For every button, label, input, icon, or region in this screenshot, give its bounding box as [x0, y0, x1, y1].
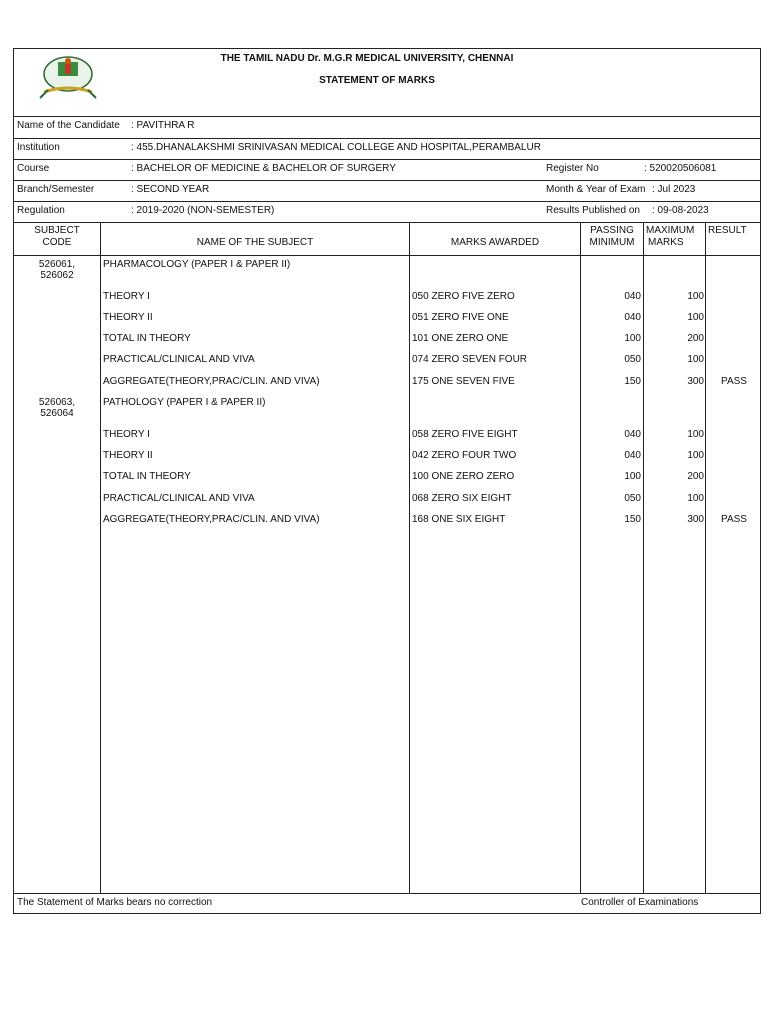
candidate-name-label: Name of the Candidate	[17, 120, 120, 131]
mark-row-minimum: 040	[624, 312, 641, 323]
exam-month-value: : Jul 2023	[652, 184, 696, 195]
mark-row-minimum: 040	[624, 429, 641, 440]
subject-code-line-1: 526061,	[38, 259, 76, 270]
register-label: Register No	[546, 163, 599, 174]
divider	[14, 201, 760, 202]
column-divider	[409, 222, 410, 893]
column-divider	[100, 222, 101, 893]
mark-row-name: AGGREGATE(THEORY,PRAC/CLIN. AND VIVA)	[103, 514, 320, 525]
mark-row-minimum: 050	[624, 354, 641, 365]
mark-row-maximum: 300	[687, 376, 704, 387]
subject-code-line-2: 526062	[40, 270, 74, 281]
mark-row-minimum: 040	[624, 450, 641, 461]
mark-row-awarded: 068 ZERO SIX EIGHT	[412, 493, 512, 504]
result-status: PASS	[721, 376, 747, 387]
divider	[14, 116, 760, 117]
institution-label: Institution	[17, 142, 60, 153]
mark-row-name: THEORY II	[103, 312, 153, 323]
header-subject-code-2: CODE	[42, 237, 72, 248]
candidate-name-value: : PAVITHRA R	[131, 120, 195, 131]
no-correction-note: The Statement of Marks bears no correction	[17, 897, 213, 908]
mark-row-minimum: 050	[624, 493, 641, 504]
mark-row-awarded: 074 ZERO SEVEN FOUR	[412, 354, 528, 365]
mark-row-maximum: 100	[687, 493, 704, 504]
mark-row-minimum: 100	[624, 333, 641, 344]
mark-row-awarded: 058 ZERO FIVE EIGHT	[412, 429, 518, 440]
mark-row-name: PRACTICAL/CLINICAL AND VIVA	[103, 354, 255, 365]
divider	[14, 893, 760, 894]
mark-row-name: THEORY II	[103, 450, 153, 461]
controller-signatory: Controller of Examinations	[581, 897, 699, 908]
mark-row-name: AGGREGATE(THEORY,PRAC/CLIN. AND VIVA)	[103, 376, 320, 387]
institution-value: : 455.DHANALAKSHMI SRINIVASAN MEDICAL COLLEGE AND HOSPITAL,PERAMBALUR	[131, 142, 541, 153]
result-status: PASS	[721, 514, 747, 525]
branch-label: Branch/Semester	[17, 184, 95, 195]
mark-row-maximum: 100	[687, 450, 704, 461]
mark-row-awarded: 175 ONE SEVEN FIVE	[412, 376, 515, 387]
mark-row-awarded: 101 ONE ZERO ONE	[412, 333, 509, 344]
subject-name: PATHOLOGY (PAPER I & PAPER II)	[103, 397, 266, 408]
subject-code-line-2: 526064	[40, 408, 74, 419]
mark-row-maximum: 200	[687, 471, 704, 482]
mark-row-maximum: 100	[687, 429, 704, 440]
divider	[14, 222, 760, 223]
marks-statement-sheet	[13, 48, 761, 914]
mark-row-minimum: 100	[624, 471, 641, 482]
divider	[14, 138, 760, 139]
results-published-value: : 09-08-2023	[652, 205, 709, 216]
mark-row-minimum: 150	[624, 514, 641, 525]
mark-row-maximum: 200	[687, 333, 704, 344]
divider	[14, 159, 760, 160]
results-published-label: Results Published on	[546, 205, 640, 216]
mark-row-name: TOTAL IN THEORY	[103, 471, 191, 482]
mark-row-name: THEORY I	[103, 429, 150, 440]
mark-row-maximum: 100	[687, 291, 704, 302]
mark-row-awarded: 168 ONE SIX EIGHT	[412, 514, 506, 525]
divider	[14, 180, 760, 181]
mark-row-minimum: 040	[624, 291, 641, 302]
mark-row-awarded: 042 ZERO FOUR TWO	[412, 450, 517, 461]
university-name: THE TAMIL NADU Dr. M.G.R MEDICAL UNIVERSITY, CHENNAI	[220, 53, 514, 64]
mark-row-maximum: 300	[687, 514, 704, 525]
mark-row-maximum: 100	[687, 312, 704, 323]
mark-row-name: TOTAL IN THEORY	[103, 333, 191, 344]
course-label: Course	[17, 163, 50, 174]
header-subject-code-1: SUBJECT	[34, 225, 80, 236]
header-marks-awarded: MARKS AWARDED	[450, 237, 540, 248]
mark-row-name: THEORY I	[103, 291, 150, 302]
mark-row-minimum: 150	[624, 376, 641, 387]
statement-title: STATEMENT OF MARKS	[319, 75, 435, 86]
header-maximum-marks-1: MAXIMUM	[646, 225, 695, 236]
mark-row-awarded: 050 ZERO FIVE ZERO	[412, 291, 515, 302]
header-passing-minimum-1: PASSING	[590, 225, 634, 236]
regulation-label: Regulation	[17, 205, 65, 216]
register-value: : 520020506081	[644, 163, 717, 174]
mark-row-name: PRACTICAL/CLINICAL AND VIVA	[103, 493, 255, 504]
header-result: RESULT	[708, 225, 747, 236]
mark-row-maximum: 100	[687, 354, 704, 365]
branch-value: : SECOND YEAR	[131, 184, 210, 195]
course-value: : BACHELOR OF MEDICINE & BACHELOR OF SURGERY	[131, 163, 396, 174]
header-passing-minimum-2: MINIMUM	[589, 237, 635, 248]
header-subject-name: NAME OF THE SUBJECT	[196, 237, 314, 248]
mark-row-awarded: 100 ONE ZERO ZERO	[412, 471, 515, 482]
column-divider	[705, 222, 706, 893]
divider	[14, 255, 760, 256]
mark-row-awarded: 051 ZERO FIVE ONE	[412, 312, 509, 323]
subject-name: PHARMACOLOGY (PAPER I & PAPER II)	[103, 259, 291, 270]
regulation-value: : 2019-2020 (NON-SEMESTER)	[131, 205, 275, 216]
header-maximum-marks-2: MARKS	[648, 237, 684, 248]
exam-month-label: Month & Year of Exam	[546, 184, 646, 195]
subject-code-line-1: 526063,	[38, 397, 76, 408]
